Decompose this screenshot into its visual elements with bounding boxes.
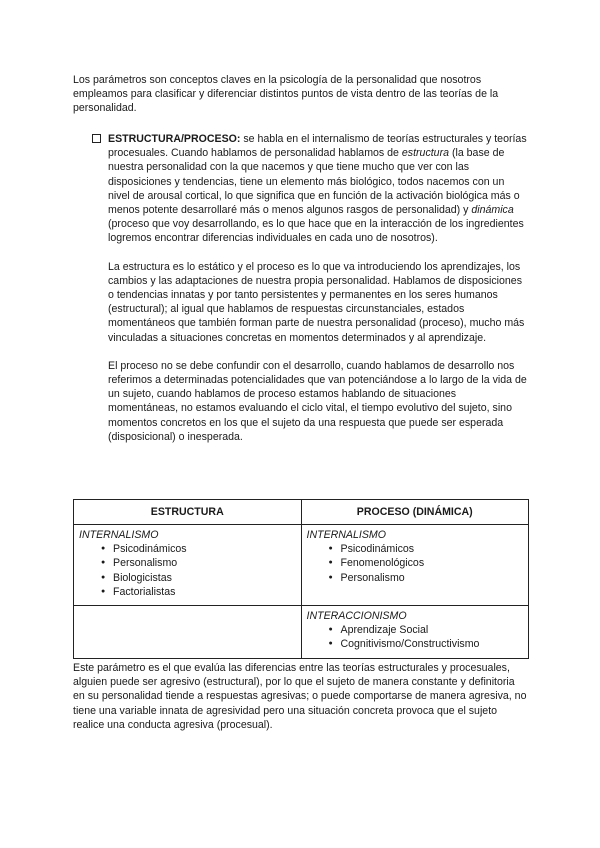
bullet-list — [307, 623, 524, 651]
table-header-row — [74, 500, 529, 525]
list-item: ● Personalismo — [101, 556, 296, 570]
list-item: ● Psicodinámicos — [101, 542, 296, 556]
cell-proceso-internalismo — [301, 525, 529, 606]
cell-estructura-internalismo — [74, 525, 302, 606]
section-text-a: se habla en el internalismo de teorías estructurales y teorías procesuales. Cuando hablamos de personalidad hablamos de — [108, 133, 527, 160]
section-text-b: (la base de nuestra personalidad con la que nacemos y que tiene mucho que ver con las disposiciones y tendencias, tiene un elemento más biológico, todos nacemos con un nivel de arousal cortical, lo que significa que en función de la activación biológica más o menos potente desarrollaré más o menos algunos rasgos de personalidad) y — [108, 147, 520, 217]
list-item: ● Factorialistas — [101, 585, 296, 599]
term-dinamica: dinámica — [471, 204, 514, 217]
section-second-paragraph: La estructura es lo estático y el proceso es lo que va introduciendo los aprendizajes, los cambios y las adaptaciones de nuestra propia personalidad. Hablamos de disposiciones o tendencias innatas y por tanto persistentes y permanentes en los seres humanos (estructural); al igual que hablamos de respuestas circunstanciales, estados momentáneos que también forman parte de nuestra personalidad (proceso), mucho más vinculadas a situaciones concretas en momentos determinados y al aprendizaje. — [108, 260, 525, 344]
bullet-list — [79, 542, 296, 599]
cell-empty — [74, 606, 302, 659]
intro-paragraph: Los parámetros son conceptos claves en la psicología de la personalidad que nosotros empleamos para clasificar y diferenciar distintos puntos de vista dentro de las teorías de la personalidad. — [73, 74, 499, 115]
list-item: ● Personalismo — [329, 571, 524, 585]
list-item: ● Aprendizaje Social — [329, 623, 524, 637]
table-row — [74, 525, 529, 606]
estructura-proceso-section — [91, 132, 528, 444]
cell-title: INTERNALISMO — [79, 529, 159, 541]
cell-proceso-interaccionismo — [301, 606, 529, 659]
bullet-list — [307, 542, 524, 585]
section-term: ESTRUCTURA/PROCESO: — [108, 133, 241, 145]
cell-title: INTERNALISMO — [306, 529, 386, 541]
closing-paragraph: Este parámetro es el que evalúa las diferencias entre las teorías estructurales y procesuales, alguien puede ser agresivo (estructural), por lo que el sujeto de manera constante y definitoria en su personalidad tiende a respuestas agresivas; o puede comportarse de manera agresiva, no tiene una variable innata de agresividad pero una situación concreta provoca que el sujeto realice una conducta agresiva (procesual). — [73, 662, 527, 731]
header-proceso: PROCESO (DINÁMICA) — [301, 500, 529, 525]
header-estructura: ESTRUCTURA — [74, 500, 302, 525]
comparison-table — [73, 499, 529, 659]
cell-title: INTERACCIONISMO — [306, 610, 407, 623]
section-first-paragraph — [91, 132, 528, 246]
list-item: ● Biologicistas — [101, 571, 296, 585]
checkbox-icon[interactable] — [92, 134, 101, 143]
list-item: ● Fenomenológicos — [329, 556, 524, 570]
list-item: ● Psicodinámicos — [329, 542, 524, 556]
list-item: ● Cognitivismo/Constructivismo — [329, 637, 524, 651]
table-row — [74, 606, 529, 659]
term-estructura: estructura — [401, 147, 449, 160]
section-text-c: (proceso que voy desarrollando, es lo que hace que en la interacción de los ingredientes logremos encontrar diferencias individuales en cada uno de nosotros). — [108, 218, 524, 245]
section-third-paragraph: El proceso no se debe confundir con el desarrollo, cuando hablamos de desarrollo nos referimos a determinadas potencialidades que van potenciándose a lo largo de la vida de un sujeto, cuando hablamos de proceso estamos hablando de situaciones momentáneas, no estamos evaluando el ciclo vital, el tiempo evolutivo del sujeto, sino momentos concretos en los que el sujeto da una respuesta que puede ser esperada (disposicional) o inesperada. — [108, 359, 527, 443]
